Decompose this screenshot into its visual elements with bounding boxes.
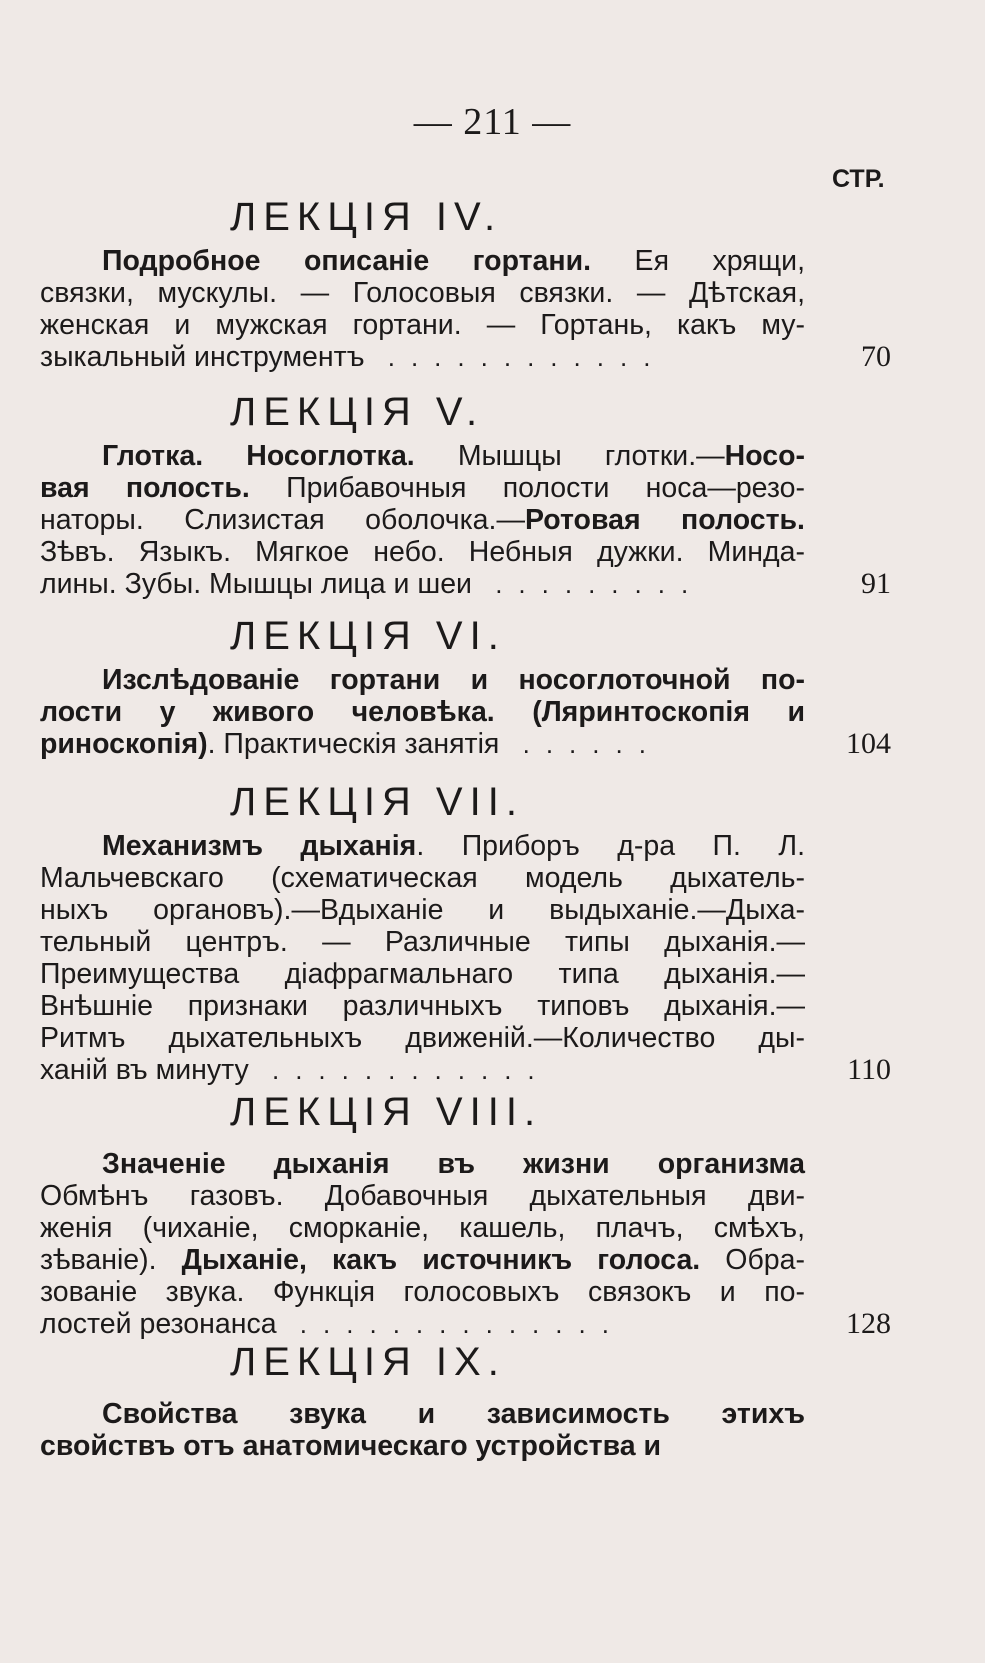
text: тельный центръ. — Различные типы дыханія.— [40, 926, 805, 958]
summary-line [40, 567, 891, 600]
text: зыкальный инструментъ [40, 341, 365, 373]
page-reference: 91 [861, 567, 891, 600]
text: Обмѣнъ газовъ. Добавочныя дыхательныя дви- [40, 1180, 805, 1212]
text: наторы. Слизистая оболочка.— [40, 504, 525, 536]
text: ныхъ органовъ).—Вдыханіе и выдыханіе.—Дыха- [40, 894, 805, 926]
bold-text: Изслѣдованіе гортани и носоглоточной по- [102, 664, 805, 696]
text: женская и мужская гортани. — Гортань, какъ му- [40, 309, 805, 341]
bold-text: Дыханіе, какъ источникъ голоса. [181, 1244, 701, 1276]
text: ханій въ минуту [40, 1054, 249, 1086]
text: лостей резонанса [40, 1308, 277, 1340]
page-reference: 70 [861, 340, 891, 373]
lecture-heading: ЛЕКЦІЯ VII. [230, 780, 524, 824]
page-reference: 104 [846, 727, 891, 760]
bold-text: свойствъ отъ анатомическаго устройства и [40, 1430, 662, 1462]
summary-line [40, 1148, 805, 1180]
text: Мышцы глотки.— [414, 440, 725, 472]
text: зованіе звука. Функція голосовыхъ связокъ и по- [40, 1276, 805, 1308]
summary-line [40, 1244, 805, 1276]
bold-text: Механизмъ дыханія [102, 830, 417, 862]
page-reference: 128 [846, 1307, 891, 1340]
text: Зѣвъ. Языкъ. Мягкое небо. Небныя дужки. Минда- [40, 536, 805, 568]
lecture-summary [40, 245, 891, 373]
text: связки, мускулы. — Голосовыя связки. — Дѣтская, [40, 277, 805, 309]
summary-line [40, 245, 805, 277]
bold-text: Подробное описаніе гортани. [102, 245, 592, 277]
lecture-summary [40, 1148, 891, 1340]
text: Внѣшніе признаки различныхъ типовъ дыханія.— [40, 990, 805, 1022]
dot-leader: ............ [364, 342, 667, 372]
lecture-summary [40, 830, 891, 1086]
bold-text: риноскопія) [40, 728, 208, 760]
summary-line [40, 1276, 805, 1308]
summary-line [40, 926, 805, 958]
text: зѣваніе). [40, 1244, 182, 1276]
summary-line [40, 309, 805, 341]
summary-line [40, 1180, 805, 1212]
text: Обра- [700, 1244, 805, 1276]
summary-line [40, 340, 891, 373]
bold-text: Свойства звука и зависимость этихъ [102, 1398, 805, 1430]
bold-text: лости у живого человѣка. (Ляринтоскопія и [40, 696, 805, 728]
text: лины. Зубы. Мышцы лица и шеи [40, 568, 472, 600]
summary-line [40, 1307, 891, 1340]
page-reference: 110 [847, 1053, 891, 1086]
lecture-summary [40, 1398, 805, 1462]
lecture-heading: ЛЕКЦІЯ IV. [230, 195, 503, 239]
text: Преимущества діафрагмальнаго типа дыханія.— [40, 958, 805, 990]
summary-line [40, 1430, 805, 1462]
summary-line [40, 440, 805, 472]
bold-text: Ротовая полость. [524, 504, 805, 536]
summary-line [40, 472, 805, 504]
dot-leader: .............. [276, 1309, 625, 1339]
bold-text: Значеніе дыханія въ жизни организма [102, 1148, 805, 1180]
page-number: — 211 — [413, 101, 572, 143]
text: Ритмъ дыхательныхъ движеній.—Количество ды- [40, 1022, 805, 1054]
summary-line [40, 536, 805, 568]
summary-line [40, 277, 805, 309]
text: Мальчевскаго (схематическая модель дыхатель- [40, 862, 805, 894]
lecture-heading: ЛЕКЦІЯ VIII. [230, 1090, 543, 1134]
bold-text: Носо- [724, 440, 805, 472]
lecture-heading: ЛЕКЦІЯ IX. [230, 1340, 506, 1384]
summary-line [40, 990, 805, 1022]
summary-line [40, 1053, 891, 1086]
text: Ея хрящи, [591, 245, 805, 277]
summary-line [40, 830, 805, 862]
summary-line [40, 1398, 805, 1430]
lecture-summary [40, 440, 891, 600]
text: . Практическія занятія [207, 728, 500, 760]
text: Прибавочныя полости носа—резо- [249, 472, 805, 504]
summary-line [40, 664, 805, 696]
dot-leader: ...... [499, 729, 662, 759]
summary-line [40, 1022, 805, 1054]
bold-text: Глотка. Носоглотка. [102, 440, 415, 472]
text: женія (чиханіе, сморканіе, кашель, плачъ, смѣхъ, [40, 1212, 805, 1244]
summary-line [40, 894, 805, 926]
lecture-heading: ЛЕКЦІЯ VI. [230, 614, 506, 658]
text: . Приборъ д-ра П. Л. [416, 830, 806, 862]
lecture-heading: ЛЕКЦІЯ V. [230, 390, 485, 434]
bold-text: вая полость. [40, 472, 250, 504]
lecture-summary [40, 664, 891, 760]
summary-line [40, 504, 805, 536]
summary-line [40, 1212, 805, 1244]
summary-line [40, 958, 805, 990]
dot-leader: ......... [471, 569, 705, 599]
summary-line [40, 727, 891, 760]
summary-line [40, 862, 805, 894]
dot-leader: ............ [248, 1055, 551, 1085]
summary-line [40, 696, 805, 728]
page-column-label: СТР. [832, 165, 885, 193]
